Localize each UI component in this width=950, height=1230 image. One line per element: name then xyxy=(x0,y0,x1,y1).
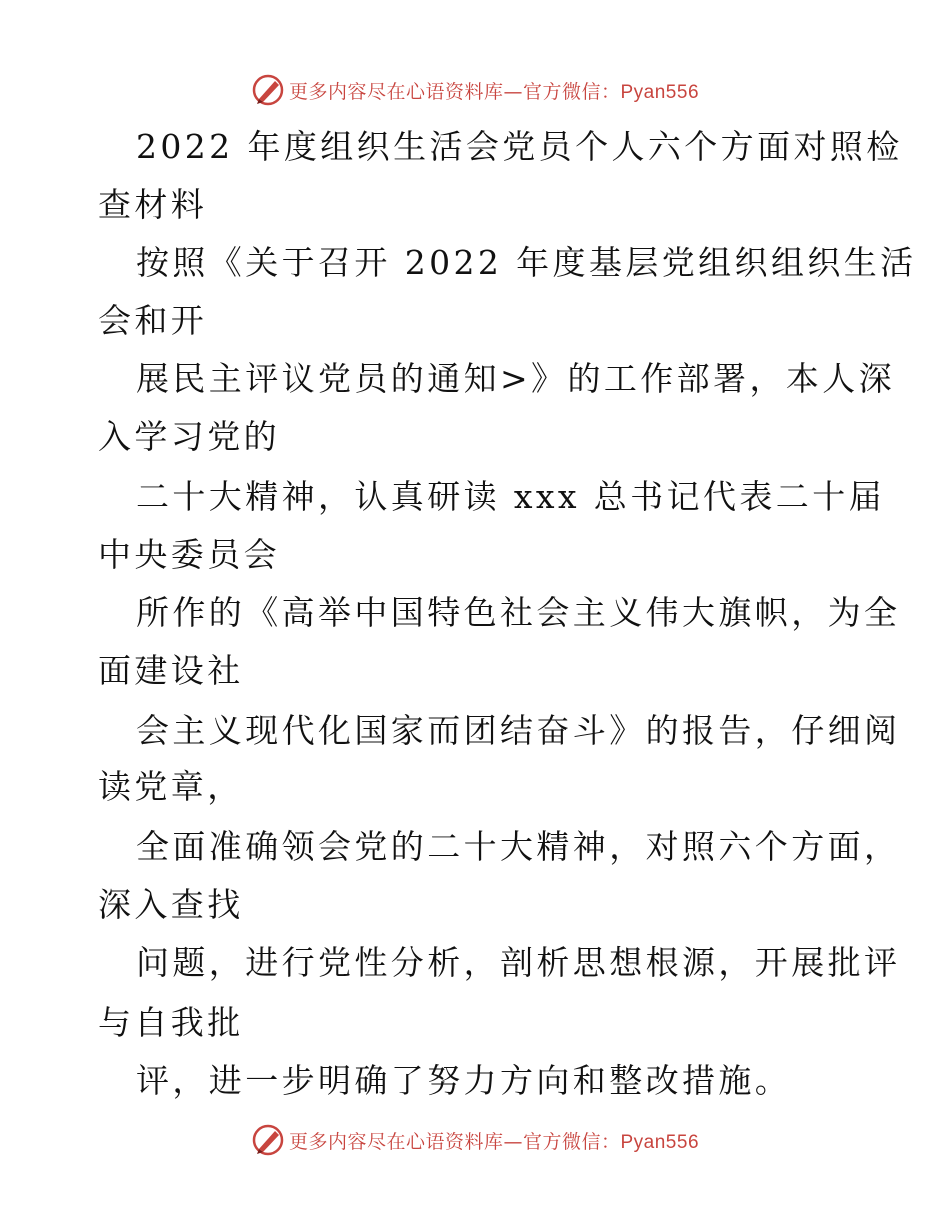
doc-line-14: 深入查找 xyxy=(98,885,244,924)
doc-line-17: 评，进一步明确了努力方向和整改措施。 xyxy=(136,1061,792,1100)
doc-line-6: 入学习党的 xyxy=(98,417,280,456)
doc-line-9: 所作的《高举中国特色社会主义伟大旗帜，为全 xyxy=(136,593,901,632)
red-pen-logo-icon xyxy=(251,73,285,107)
doc-line-3: 按照《关于召开 2022 年度基层党组织组织生活 xyxy=(136,243,917,282)
header-watermark xyxy=(0,70,950,110)
doc-line-15: 问题，进行党性分析，剖析思想根源，开展批评 xyxy=(136,943,901,982)
doc-line-16: 与自我批 xyxy=(98,1003,244,1042)
watermark-handle: Pyan556 xyxy=(620,81,700,103)
watermark-dash: — xyxy=(503,1130,523,1153)
watermark-main: 更多内容尽在心语资料库 xyxy=(288,1130,504,1153)
footer-watermark xyxy=(0,1120,950,1160)
doc-line-13: 全面准确领会党的二十大精神，对照六个方面， xyxy=(136,827,901,866)
doc-line-10: 面建设社 xyxy=(98,651,244,690)
doc-line-11: 会主义现代化国家而团结奋斗》的报告，仔细阅 xyxy=(136,711,901,750)
watermark-dash: — xyxy=(503,80,523,103)
doc-line-7: 二十大精神，认真研读 xxx 总书记代表二十届 xyxy=(136,477,886,516)
watermark-main: 更多内容尽在心语资料库 xyxy=(288,80,504,103)
doc-line-4: 会和开 xyxy=(98,301,208,340)
watermark-wechat: 官方微信： xyxy=(522,1130,621,1153)
watermark-text xyxy=(289,1127,699,1154)
watermark-handle: Pyan556 xyxy=(620,1131,700,1153)
doc-line-1: 2022 年度组织生活会党员个人六个方面对照检 xyxy=(136,127,903,166)
watermark-text xyxy=(289,77,699,104)
doc-line-5: 展民主评议党员的通知>》的工作部署，本人深 xyxy=(136,359,896,398)
red-pen-logo-icon xyxy=(251,1123,285,1157)
doc-line-8: 中央委员会 xyxy=(98,535,280,574)
watermark-wechat: 官方微信： xyxy=(522,80,621,103)
doc-line-12: 读党章， xyxy=(98,767,244,806)
doc-line-2: 查材料 xyxy=(98,185,208,224)
